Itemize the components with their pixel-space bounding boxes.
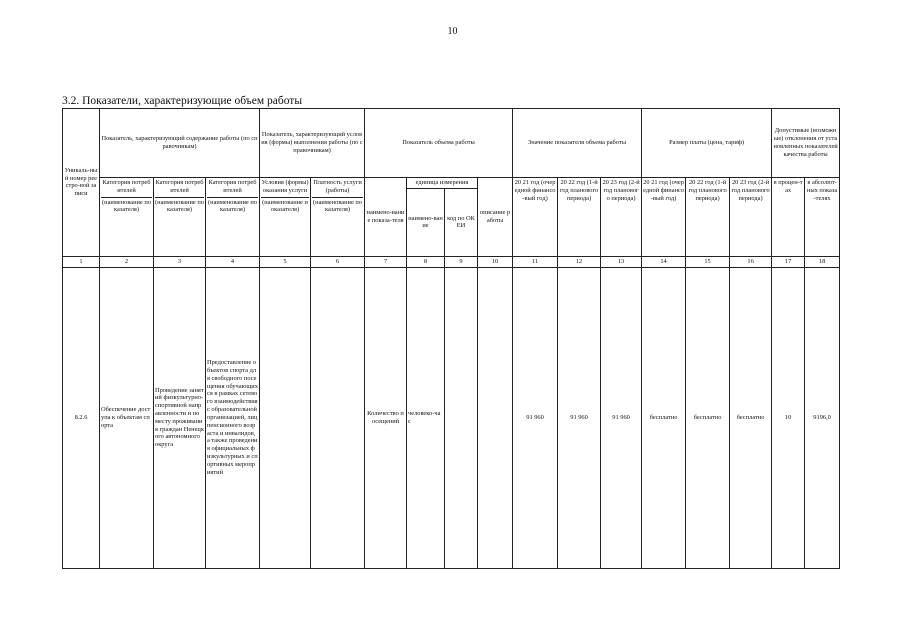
header-fee-2021: 20 21 год (очередной финансо-вый год) — [642, 178, 686, 257]
column-number: 10 — [478, 256, 513, 267]
header-fee-group: Размер платы (цена, тариф) — [642, 109, 772, 178]
cell-value-2022: 91 960 — [558, 267, 601, 568]
cell-volume-name: Количество посещений — [365, 267, 407, 568]
header-unit-group: единица измерения — [407, 178, 478, 189]
column-number: 7 — [365, 256, 407, 267]
header-row-sub — [63, 178, 840, 189]
column-number: 17 — [772, 256, 805, 267]
cell-category-3: Предоставление объектов спорта для свободного посещения обучающихся в рамках сетевого взаимодействия с образовательной организацией, лиц пенсионного возраста и инвалидов, а также проведения официальных физкультурных и спортивных мероприятий — [206, 267, 260, 568]
header-fee-2022: 20 22 год (1-й год планового периода) — [686, 178, 730, 257]
header-unique-number: Уникаль-ный номер реестро-вой записи — [63, 109, 100, 257]
column-number: 18 — [805, 256, 840, 267]
header-payment: Платность услуги (работы) (наименование показателя) — [311, 178, 365, 257]
header-deviation-group: Допустимые (возможные) отклонения от установленных показателей качества работы — [772, 109, 840, 178]
cell-value-2021: 91 960 — [513, 267, 558, 568]
header-okei-code: код по ОКЕИ — [445, 188, 478, 256]
header-value-group: Значение показателя объема работы — [513, 109, 642, 178]
column-number: 9 — [445, 256, 478, 267]
cell-fee-2021: бесплатно — [642, 267, 686, 568]
cell-category-1: Обеспечение доступа к объектам спорта — [100, 267, 154, 568]
cell-category-2: Проведение занятий физкультурно-спортивной направленности и по месту проживания граждан Ненецкого автономного округа — [154, 267, 206, 568]
column-number: 6 — [311, 256, 365, 267]
section-title: 3.2. Показатели, характеризующие объем работы — [62, 95, 303, 107]
header-value-2023: 20 23 год (2-й год планового периода) — [601, 178, 642, 257]
cell-fee-2023: бесплатно — [730, 267, 772, 568]
header-unit-name: наимено-вание — [407, 188, 445, 256]
cell-unit: человеко-час — [407, 267, 445, 568]
header-dev-absolute: в абсолют-ных показа-телях — [805, 178, 840, 257]
column-number: 16 — [730, 256, 772, 267]
column-number: 2 — [100, 256, 154, 267]
column-number: 13 — [601, 256, 642, 267]
header-fee-2023: 20 23 год (2-й год планового периода) — [730, 178, 772, 257]
table-row — [63, 267, 840, 568]
header-category-1: Категория потребителей (наименование показателя) — [100, 178, 154, 257]
column-number: 1 — [63, 256, 100, 267]
header-category-2: Категория потребителей (наименование показателя) — [154, 178, 206, 257]
column-number: 11 — [513, 256, 558, 267]
column-number: 12 — [558, 256, 601, 267]
cell-payment — [311, 267, 365, 568]
column-number-row — [63, 256, 840, 267]
cell-dev-percent: 10 — [772, 267, 805, 568]
work-volume-table — [62, 108, 840, 569]
cell-dev-absolute: 9196,0 — [805, 267, 840, 568]
cell-okei — [445, 267, 478, 568]
column-number: 15 — [686, 256, 730, 267]
header-conditions-group: Показатель, характеризующий условия (формы) выполнения работы (по справочникам) — [260, 109, 365, 178]
header-value-2021: 20 21 год (очередной финансо-вый год) — [513, 178, 558, 257]
header-row-groups — [63, 109, 840, 178]
header-work-description: описание работы — [478, 178, 513, 257]
header-volume-group: Показатель объема работы — [365, 109, 513, 178]
column-number: 8 — [407, 256, 445, 267]
header-content-group: Показатель, характеризующий содержание работы (по справочникам) — [100, 109, 260, 178]
header-volume-name: наимено-вание показа-теля — [365, 178, 407, 257]
header-value-2022: 20 22 год (1-й год планового периода) — [558, 178, 601, 257]
cell-registry-number: 8.2.6 — [63, 267, 100, 568]
header-conditions: Условия (формы) оказания услуги (наименование показателя) — [260, 178, 311, 257]
cell-value-2023: 91 960 — [601, 267, 642, 568]
cell-fee-2022: бесплатно — [686, 267, 730, 568]
column-number: 3 — [154, 256, 206, 267]
header-category-3: Категория потребителей (наименование показателя) — [206, 178, 260, 257]
column-number: 5 — [260, 256, 311, 267]
cell-description — [478, 267, 513, 568]
header-dev-percent: в процен-тах — [772, 178, 805, 257]
column-number: 4 — [206, 256, 260, 267]
column-number: 14 — [642, 256, 686, 267]
cell-conditions — [260, 267, 311, 568]
page-number: 10 — [447, 26, 458, 37]
